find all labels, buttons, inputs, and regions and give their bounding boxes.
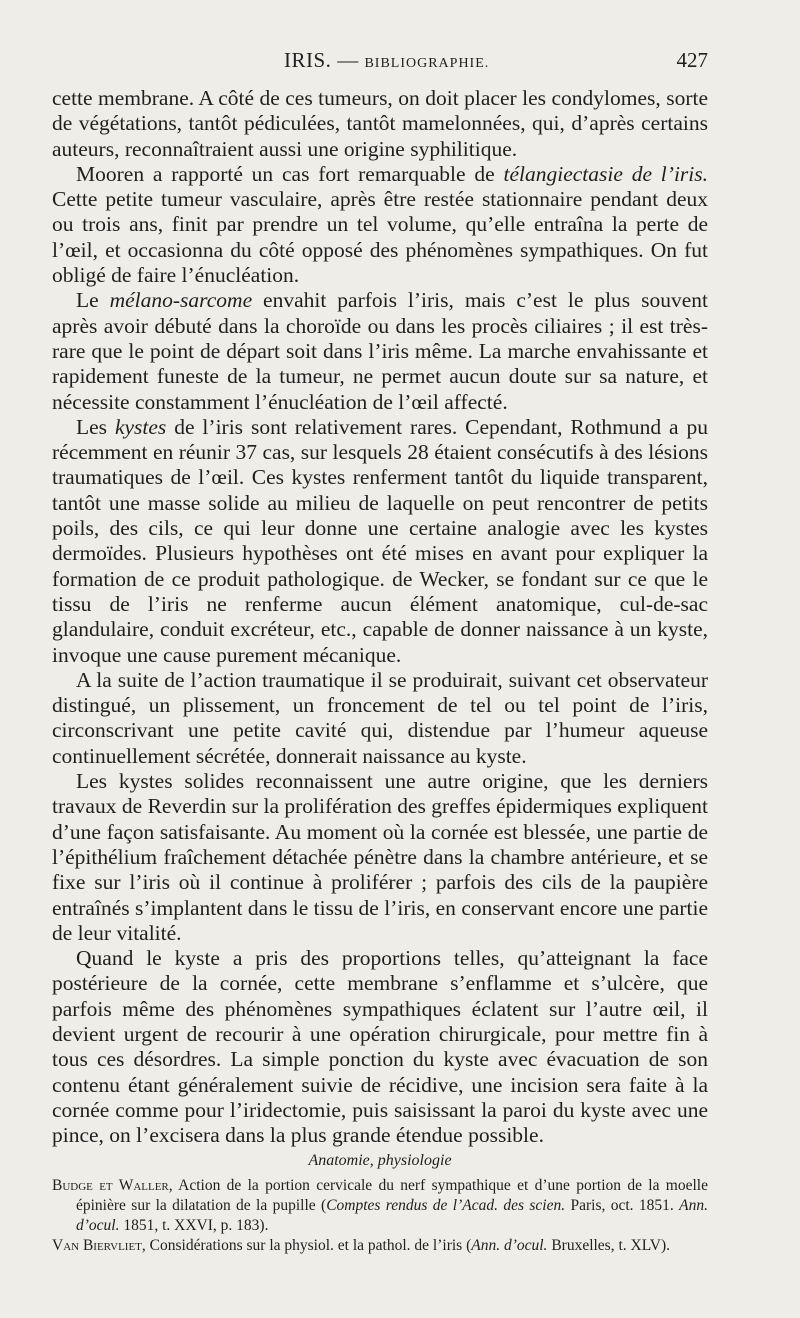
title-separator: — (331, 48, 365, 72)
section-heading: Anatomie, physiologie (308, 1152, 452, 1169)
paragraph-3-text-b: envahit parfois l’iris, mais c’est le plus souvent après avoir débuté dans la choroïde ou dans les procès ciliaires ; il est très-rare que le point de départ soit dans l’iris même. La marche envahissante et rapidement funeste de la tumeur, ne permet aucun doute sur sa nature, et nécessite constamment l’énucléation de l’œil affecté. (52, 288, 708, 414)
paragraph-7: Quand le kyste a pris des proportions telles, qu’atteignant la face postérieure de la cornée, cette membrane s’enflamme et s’ulcère, que parfois même des phénomènes sympathiques éclatent sur l’autre œil, il devient urgent de recourir à une opération chirurgicale, pour mettre fin à tous ces désordres. La simple ponction du kyste avec évacuation de son contenu étant généralement suivie de récidive, une incision sera faite à la cornée comme pour l’iridectomie, puis saisissant la paroi du kyste avec une pince, on l’excisera dans la plus grande étendue possible. (52, 946, 708, 1148)
entry-text: , Action de la portion cervicale du nerf sympathique et d’une portion de la moelle épinière sur la dilatation de la pupille ( (76, 1177, 708, 1214)
paragraph-3-italic: mélano-sarcome (109, 288, 253, 313)
paragraph-4-text-b: de l’iris sont relativement rares. Cependant, Rothmund a pu récemment en réunir 37 cas, sur lesquels 28 étaient consécutifs à des lésions traumatiques de l’œil. Ces kystes renferment tantôt du liquide transparent, tantôt une masse solide au milieu de laquelle on peut rencontrer de petits poils, des cils, ce qui leur donne une certaine analogie avec les kystes dermoïdes. Plusieurs hypothèses ont été mises en avant pour expliquer la formation de ce produit pathologique. de Wecker, se fondant sur ce que le tissu de l’iris ne renferme aucun élément anatomique, cul-de-sac glandulaire, conduit excréteur, etc., capable de donner naissance à un kyste, invoque une cause purement mécanique. (52, 414, 709, 667)
paragraph-4 (52, 415, 708, 668)
running-header (52, 48, 708, 78)
entry-journal: Comptes rendus de l’Acad. des scien. (326, 1197, 566, 1214)
title-main: IRIS. (284, 48, 332, 72)
page-number: 427 (676, 48, 708, 72)
entry-journal: Ann. d’ocul. (471, 1237, 548, 1254)
paragraph-2-text-a: Mooren a rapporté un cas fort remarquable de (76, 161, 504, 186)
bibliography-entry (52, 1236, 708, 1256)
paragraph-6: Les kystes solides reconnaissent une autre origine, que les derniers travaux de Reverdin sur la prolifération des greffes épidermiques expliquent d’une façon satisfaisante. Au moment où la cornée est blessée, une partie de l’épithélium fraîchement détachée pénètre dans la chambre antérieure, et se fixe sur l’iris où il continue à proliférer ; parfois des cils de la paupière entraînés s’implantent dans le tissu de l’iris, en conservant encore une partie de leur vitalité. (52, 769, 708, 945)
entry-text: , Considérations sur la physiol. et la pathol. de l’iris ( (141, 1237, 472, 1254)
paragraph-3-text-a: Le (76, 288, 110, 313)
running-title (284, 48, 489, 73)
body-text (52, 86, 708, 1148)
paragraph-3 (52, 288, 708, 414)
entry-authors: Budge et Waller (52, 1177, 169, 1194)
entry-authors: Van Biervliet (52, 1237, 142, 1254)
bibliography-entry (52, 1176, 708, 1236)
paragraph-5: A la suite de l’action traumatique il se produirait, suivant cet observateur distingué, un plissement, un froncement de tel ou tel point de l’iris, circonscrivant une petite cavité qui, distendue par l’humeur aqueuse continuellement sécrétée, donnerait naissance au kyste. (52, 667, 708, 768)
entry-text: Paris, oct. 1851. (565, 1197, 680, 1214)
entry-text: 1851, t. XXVI, p. 183). (119, 1217, 269, 1234)
paragraph-4-text-a: Les (76, 414, 115, 439)
paragraph-2 (52, 162, 708, 288)
bibliography (52, 1176, 708, 1256)
entry-text: Bruxelles, t. XLV). (547, 1237, 670, 1254)
title-section: BIBLIOGRAPHIE. (364, 56, 490, 71)
paragraph-2-text-b: Cette petite tumeur vasculaire, après être restée stationnaire pendant deux ou trois ans, finit par prendre un tel volume, qu’elle entraîna la perte de l’œil, et occasionna du côté opposé des phénomènes sympathiques. On fut obligé de faire l’énucléation. (52, 187, 708, 288)
paragraph-1: cette membrane. A côté de ces tumeurs, on doit placer les condylomes, sorte de végétations, tantôt pédiculées, tantôt mamelonnées, qui, d’après certains auteurs, reconnaîtraient aussi une origine syphilitique. (52, 86, 708, 161)
paragraph-2-italic: télangiectasie de l’iris. (503, 161, 708, 186)
paragraph-4-italic: kystes (114, 414, 167, 439)
entry-journal: Ann. d’ocul. (76, 1197, 708, 1234)
